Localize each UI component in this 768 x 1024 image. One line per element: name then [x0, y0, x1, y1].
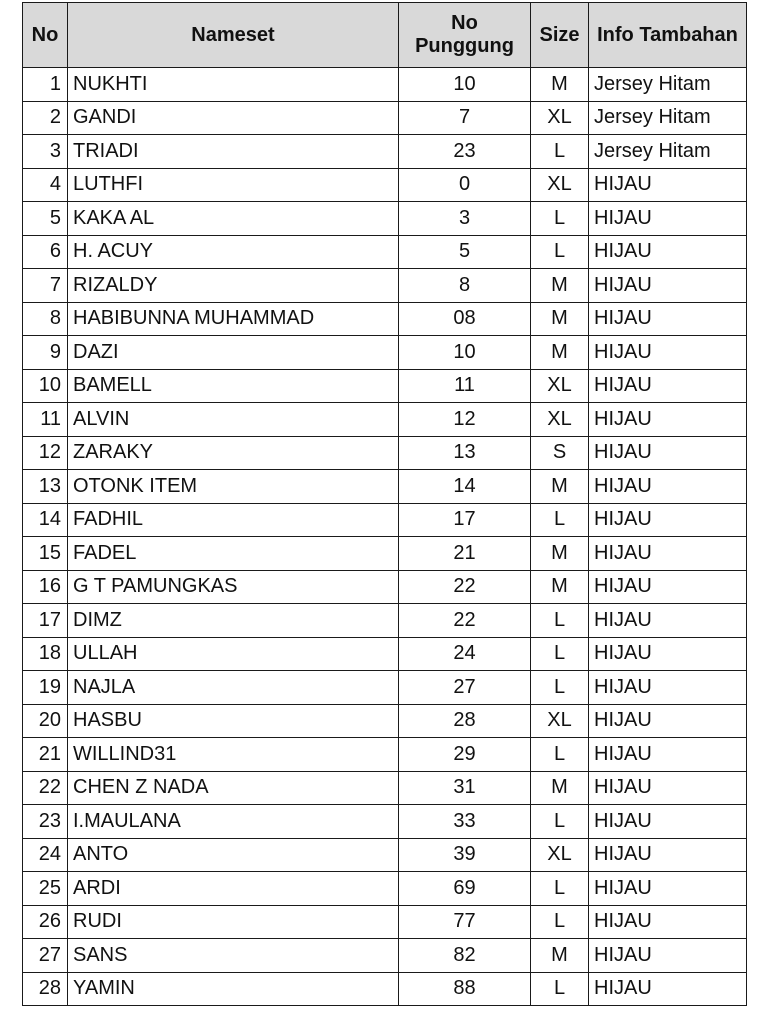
cell-no: 8	[23, 302, 68, 336]
cell-nameset: FADHIL	[68, 503, 399, 537]
cell-size: M	[531, 68, 589, 102]
cell-nameset: G T PAMUNGKAS	[68, 570, 399, 604]
cell-no-punggung: 10	[399, 336, 531, 370]
cell-no: 16	[23, 570, 68, 604]
cell-info-tambahan: Jersey Hitam	[589, 135, 747, 169]
cell-no: 11	[23, 403, 68, 437]
table-row	[23, 537, 747, 571]
table-header	[23, 3, 747, 68]
table-row	[23, 838, 747, 872]
cell-no-punggung: 17	[399, 503, 531, 537]
cell-size: M	[531, 570, 589, 604]
cell-info-tambahan: HIJAU	[589, 570, 747, 604]
header-nameset: Nameset	[68, 3, 399, 68]
cell-no: 22	[23, 771, 68, 805]
cell-no-punggung: 08	[399, 302, 531, 336]
cell-nameset: NUKHTI	[68, 68, 399, 102]
table-row	[23, 570, 747, 604]
cell-no-punggung: 22	[399, 570, 531, 604]
cell-no-punggung: 0	[399, 168, 531, 202]
cell-no-punggung: 88	[399, 972, 531, 1006]
cell-size: M	[531, 336, 589, 370]
cell-nameset: SANS	[68, 939, 399, 973]
cell-no-punggung: 5	[399, 235, 531, 269]
cell-nameset: LUTHFI	[68, 168, 399, 202]
cell-no-punggung: 11	[399, 369, 531, 403]
nameset-table	[22, 2, 747, 1006]
cell-no: 9	[23, 336, 68, 370]
cell-no: 14	[23, 503, 68, 537]
cell-size: S	[531, 436, 589, 470]
cell-size: M	[531, 269, 589, 303]
table-row	[23, 771, 747, 805]
cell-size: L	[531, 671, 589, 705]
table-row	[23, 101, 747, 135]
header-no-punggung-line1: No	[451, 12, 478, 34]
cell-no: 6	[23, 235, 68, 269]
cell-size: L	[531, 135, 589, 169]
cell-no-punggung: 22	[399, 604, 531, 638]
cell-info-tambahan: HIJAU	[589, 403, 747, 437]
cell-no-punggung: 82	[399, 939, 531, 973]
table-body	[23, 68, 747, 1006]
cell-size: L	[531, 805, 589, 839]
cell-no-punggung: 21	[399, 537, 531, 571]
cell-no: 15	[23, 537, 68, 571]
cell-info-tambahan: HIJAU	[589, 503, 747, 537]
cell-nameset: WILLIND31	[68, 738, 399, 772]
cell-info-tambahan: HIJAU	[589, 805, 747, 839]
cell-info-tambahan: HIJAU	[589, 671, 747, 705]
header-info-tambahan: Info Tambahan	[589, 3, 747, 68]
table-row	[23, 336, 747, 370]
table-row	[23, 302, 747, 336]
cell-no-punggung: 23	[399, 135, 531, 169]
cell-no: 4	[23, 168, 68, 202]
cell-no-punggung: 7	[399, 101, 531, 135]
cell-size: L	[531, 604, 589, 638]
table-row	[23, 905, 747, 939]
table-row	[23, 604, 747, 638]
cell-size: XL	[531, 704, 589, 738]
cell-no-punggung: 3	[399, 202, 531, 236]
cell-no: 19	[23, 671, 68, 705]
table-row	[23, 202, 747, 236]
cell-no-punggung: 39	[399, 838, 531, 872]
table-row	[23, 235, 747, 269]
cell-no-punggung: 12	[399, 403, 531, 437]
cell-nameset: HABIBUNNA MUHAMMAD	[68, 302, 399, 336]
cell-info-tambahan: HIJAU	[589, 369, 747, 403]
cell-no: 23	[23, 805, 68, 839]
header-size: Size	[531, 3, 589, 68]
cell-nameset: NAJLA	[68, 671, 399, 705]
table-row	[23, 168, 747, 202]
cell-no-punggung: 10	[399, 68, 531, 102]
cell-info-tambahan: HIJAU	[589, 738, 747, 772]
cell-no-punggung: 69	[399, 872, 531, 906]
cell-no: 12	[23, 436, 68, 470]
cell-info-tambahan: HIJAU	[589, 939, 747, 973]
header-row	[23, 3, 747, 68]
cell-info-tambahan: HIJAU	[589, 168, 747, 202]
cell-no: 7	[23, 269, 68, 303]
cell-nameset: CHEN Z NADA	[68, 771, 399, 805]
cell-size: L	[531, 235, 589, 269]
cell-nameset: GANDI	[68, 101, 399, 135]
cell-info-tambahan: HIJAU	[589, 637, 747, 671]
cell-info-tambahan: HIJAU	[589, 838, 747, 872]
cell-no-punggung: 24	[399, 637, 531, 671]
table-row	[23, 872, 747, 906]
cell-no-punggung: 13	[399, 436, 531, 470]
table-row	[23, 403, 747, 437]
table-row	[23, 637, 747, 671]
table-row	[23, 135, 747, 169]
cell-size: M	[531, 537, 589, 571]
cell-no: 21	[23, 738, 68, 772]
cell-info-tambahan: HIJAU	[589, 336, 747, 370]
table-row	[23, 436, 747, 470]
cell-info-tambahan: HIJAU	[589, 202, 747, 236]
cell-nameset: ANTO	[68, 838, 399, 872]
cell-nameset: HASBU	[68, 704, 399, 738]
cell-info-tambahan: HIJAU	[589, 771, 747, 805]
cell-nameset: KAKA AL	[68, 202, 399, 236]
table-row	[23, 369, 747, 403]
table-row	[23, 805, 747, 839]
cell-nameset: DAZI	[68, 336, 399, 370]
cell-no: 3	[23, 135, 68, 169]
cell-nameset: RIZALDY	[68, 269, 399, 303]
cell-size: M	[531, 939, 589, 973]
cell-no-punggung: 27	[399, 671, 531, 705]
cell-info-tambahan: HIJAU	[589, 470, 747, 504]
cell-size: L	[531, 503, 589, 537]
cell-info-tambahan: Jersey Hitam	[589, 68, 747, 102]
cell-nameset: ALVIN	[68, 403, 399, 437]
table-row	[23, 704, 747, 738]
cell-size: XL	[531, 101, 589, 135]
cell-no: 1	[23, 68, 68, 102]
cell-info-tambahan: HIJAU	[589, 537, 747, 571]
jersey-order-sheet	[22, 2, 746, 1006]
table-row	[23, 68, 747, 102]
cell-no-punggung: 29	[399, 738, 531, 772]
cell-nameset: BAMELL	[68, 369, 399, 403]
cell-size: XL	[531, 168, 589, 202]
cell-no: 24	[23, 838, 68, 872]
table-row	[23, 269, 747, 303]
header-no-punggung-line2: Punggung	[415, 35, 514, 57]
cell-no: 5	[23, 202, 68, 236]
cell-size: XL	[531, 369, 589, 403]
cell-size: XL	[531, 403, 589, 437]
cell-info-tambahan: HIJAU	[589, 905, 747, 939]
cell-no: 18	[23, 637, 68, 671]
cell-no: 20	[23, 704, 68, 738]
header-no: No	[23, 3, 68, 68]
cell-no-punggung: 28	[399, 704, 531, 738]
cell-nameset: ZARAKY	[68, 436, 399, 470]
cell-no: 28	[23, 972, 68, 1006]
cell-no-punggung: 31	[399, 771, 531, 805]
cell-size: M	[531, 771, 589, 805]
cell-size: L	[531, 872, 589, 906]
cell-nameset: YAMIN	[68, 972, 399, 1006]
cell-size: M	[531, 470, 589, 504]
cell-info-tambahan: HIJAU	[589, 235, 747, 269]
cell-size: L	[531, 637, 589, 671]
cell-no: 17	[23, 604, 68, 638]
cell-no: 2	[23, 101, 68, 135]
cell-info-tambahan: HIJAU	[589, 436, 747, 470]
table-row	[23, 972, 747, 1006]
cell-nameset: TRIADI	[68, 135, 399, 169]
cell-nameset: FADEL	[68, 537, 399, 571]
cell-no-punggung: 8	[399, 269, 531, 303]
cell-info-tambahan: HIJAU	[589, 972, 747, 1006]
table-row	[23, 671, 747, 705]
cell-nameset: DIMZ	[68, 604, 399, 638]
cell-no: 13	[23, 470, 68, 504]
cell-info-tambahan: Jersey Hitam	[589, 101, 747, 135]
cell-no: 26	[23, 905, 68, 939]
cell-nameset: ULLAH	[68, 637, 399, 671]
table-row	[23, 738, 747, 772]
cell-nameset: OTONK ITEM	[68, 470, 399, 504]
cell-no-punggung: 33	[399, 805, 531, 839]
cell-nameset: RUDI	[68, 905, 399, 939]
table-row	[23, 503, 747, 537]
cell-nameset: ARDI	[68, 872, 399, 906]
cell-nameset: H. ACUY	[68, 235, 399, 269]
cell-size: L	[531, 905, 589, 939]
table-row	[23, 939, 747, 973]
cell-info-tambahan: HIJAU	[589, 302, 747, 336]
cell-no: 10	[23, 369, 68, 403]
cell-size: M	[531, 302, 589, 336]
cell-size: L	[531, 972, 589, 1006]
cell-nameset: I.MAULANA	[68, 805, 399, 839]
cell-no-punggung: 77	[399, 905, 531, 939]
cell-no-punggung: 14	[399, 470, 531, 504]
header-no-punggung	[399, 3, 531, 68]
cell-info-tambahan: HIJAU	[589, 872, 747, 906]
cell-no: 25	[23, 872, 68, 906]
cell-no: 27	[23, 939, 68, 973]
table-row	[23, 470, 747, 504]
cell-info-tambahan: HIJAU	[589, 269, 747, 303]
cell-size: L	[531, 738, 589, 772]
cell-size: L	[531, 202, 589, 236]
cell-info-tambahan: HIJAU	[589, 604, 747, 638]
cell-size: XL	[531, 838, 589, 872]
cell-info-tambahan: HIJAU	[589, 704, 747, 738]
